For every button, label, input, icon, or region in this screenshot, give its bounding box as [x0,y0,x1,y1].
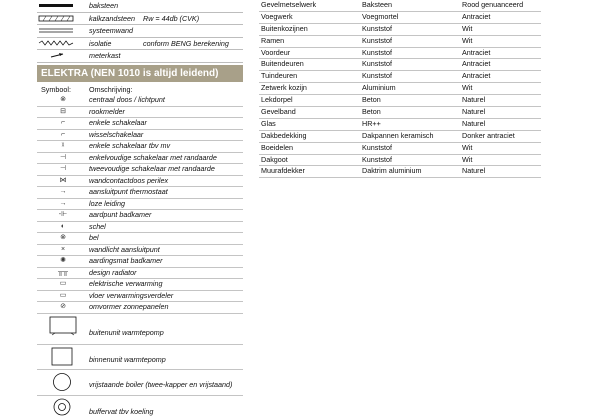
legend-label: centraal doos / lichtpunt [89,95,165,104]
legend-label: buitenunit warmtepomp [89,327,164,337]
color-cell: Naturel [462,118,486,128]
legend-label: aardingsmat badkamer [89,256,163,265]
legend-label: enkele schakelaar [89,118,147,127]
color-cell: Antraciet [462,11,491,21]
legend-row [37,268,243,280]
elektra-legend [37,84,243,420]
legend-label: vrijstaande boiler (twee-kapper en vrijstaand) [89,379,233,389]
legend-label: buffervat tbv koeling [89,406,154,416]
material-cell: Beton [362,107,381,117]
legend-label: elektrische verwarming [89,279,163,288]
legend-row [37,222,243,234]
legend-row [37,199,243,211]
legend-row [37,107,243,119]
table-row [259,36,541,48]
material-cell: Dakpannen keramisch [362,130,434,140]
table-row [259,24,541,36]
legend-row [37,279,243,291]
symbol-column-header: Symbool: [41,85,71,94]
color-cell: Antraciet [462,47,491,57]
element-cell: Voegwerk [261,11,293,21]
element-cell: Buitenkozijnen [261,23,308,33]
color-cell: Naturel [462,107,486,117]
legend-row-baksteen [37,0,243,13]
element-cell: Buitendeuren [261,59,304,69]
color-cell: Naturel [462,95,486,105]
legend-symbol-icon: ╥╥ [58,268,68,276]
legend-row [37,245,243,257]
element-cell: Zetwerk kozijn [261,83,307,93]
legend-row [37,130,243,142]
color-cell: Wit [462,142,473,152]
element-cell: Gevelmetselwerk [261,0,317,9]
table-row [259,131,541,143]
legend-symbol-icon: ᵡ [61,142,65,149]
meter-arrow-icon [37,50,77,61]
legend-symbol-icon: ⊟ [60,107,66,115]
boiler-circle-icon [52,372,72,392]
material-cell: Baksteen [362,0,392,9]
legend-row [37,118,243,130]
elektra-header [37,84,243,95]
legend-symbol-icon: × [60,245,66,253]
double-line-icon [37,25,77,36]
legend-row [37,302,243,314]
legend-label: enkele schakelaar tbv mv [89,141,171,150]
element-cell: Gevelband [261,107,296,117]
thick-wall-line-icon [37,0,77,11]
legend-symbol-icon: ⊗ [60,234,66,241]
color-cell: Naturel [462,166,486,176]
material-cell: Daktrim aluminium [362,166,422,176]
legend-label: bel [89,233,99,242]
table-row [259,166,541,178]
legend-symbol-icon: ⌐ [60,130,66,138]
table-row [259,107,541,119]
legend-label: wandlicht aansluitpunt [89,244,160,254]
legend-row [37,210,243,222]
table-row [259,0,541,12]
legend-label: baksteen [89,1,119,10]
legend-symbol-icon: ⋈ [59,176,67,184]
legend-symbol-icon: -⊩ [58,211,68,218]
material-cell: Beton [362,95,381,105]
legend-note: conform BENG berekening [143,38,229,48]
legend-label: schel [89,221,106,231]
table-row [259,119,541,131]
legend-row-kalkzandsteen [37,13,243,26]
legend-label: aardpunt badkamer [89,210,152,219]
table-row [259,83,541,95]
legend-label: kalkzandsteen [89,13,135,23]
table-row [259,155,541,167]
material-cell: HR++ [362,118,381,128]
legend-label: isolatie [89,38,112,48]
hatched-wall-line-icon [37,13,77,24]
legend-label: enkelvoudige schakelaar met randaarde [89,152,217,162]
legend-row-meterkast [37,50,243,63]
materials-table [259,0,541,178]
indoor-unit-icon [51,347,73,367]
legend-symbol-icon: → [59,188,67,195]
legend-row [37,95,243,107]
table-row [259,95,541,107]
legend-symbol-icon: ✺ [60,257,66,264]
table-row [259,143,541,155]
color-cell: Wit [462,35,473,45]
element-cell: Ramen [261,35,285,45]
legend-row-systeemwand [37,25,243,38]
legend-label: design radiator [89,267,137,277]
legend-symbol-icon: ⊘ [60,303,66,310]
legend-symbol-icon: ▭ [59,280,67,287]
material-cell: Kunststof [362,71,392,81]
material-cell: Kunststof [362,59,392,69]
legend-label: loze leiding [89,198,125,208]
element-cell: Lekdorpel [261,95,293,105]
legend-row [37,141,243,153]
legend-label: wisselschakelaar [89,129,144,139]
element-cell: Voordeur [261,47,291,57]
element-cell: Dakgoot [261,154,288,164]
elektra-title: ELEKTRA (NEN 1010 is altijd leidend) [37,65,243,82]
color-cell: Wit [462,83,473,93]
legend-label: binnenunit warmtepomp [89,354,166,364]
color-cell: Rood genuanceerd [462,0,524,9]
legend-row-binnenunit [37,345,243,370]
legend-row-isolatie [37,38,243,51]
material-cell: Kunststof [362,154,392,164]
table-row [259,12,541,24]
legend-row [37,187,243,199]
material-cell: Kunststof [362,47,392,57]
legend-label: vloer verwarmingsverdeler [89,290,174,300]
material-cell: Aluminium [362,83,396,93]
table-row [259,48,541,60]
table-row [259,59,541,71]
table-row [259,71,541,83]
outdoor-unit-icon [49,316,77,336]
legend-row-buitenunit [37,314,243,345]
material-cell: Voegmortel [362,11,399,21]
legend-row [37,164,243,176]
legend-symbol-icon: ⊗ [60,96,66,103]
legend-row [37,256,243,268]
color-cell: Donker antraciet [462,130,515,140]
legend-symbol-icon: → [59,199,67,207]
color-cell: Wit [462,154,473,164]
color-cell: Antraciet [462,59,491,69]
element-cell: Tuindeuren [261,71,298,81]
material-cell: Kunststof [362,35,392,45]
element-cell: Dakbedekking [261,130,307,140]
color-cell: Wit [462,23,473,33]
legend-label: wandcontactdoos perilex [89,175,169,185]
material-cell: Kunststof [362,23,392,33]
legend-row [37,291,243,303]
element-cell: Boeidelen [261,142,293,152]
legend-symbol-icon: ◐ [60,222,66,230]
legend-row [37,153,243,165]
legend-symbol-icon: ▭ [59,291,67,299]
legend-symbol-icon: ⌐ [60,119,66,126]
element-cell: Glas [261,118,276,128]
legend-label: tweevoudige schakelaar met randaarde [89,164,215,173]
color-cell: Antraciet [462,71,491,81]
legend-label: meterkast [89,51,121,60]
material-cell: Kunststof [362,142,392,152]
zigzag-line-icon [37,38,77,49]
wall-legend [37,0,243,63]
description-column-header: Omschrijving: [89,85,133,94]
legend-symbol-icon: ⊣ [59,165,67,172]
legend-row [37,176,243,188]
legend-label: rookmelder [89,106,125,116]
legend-label: systeemwand [89,26,133,35]
legend-note: Rw = 44db (CVK) [143,13,200,23]
legend-symbol-icon: ⊣ [59,153,67,161]
legend-label: aansluitpunt thermostaat [89,187,168,196]
legend-row-boiler [37,370,243,396]
legend-row [37,233,243,245]
legend-label: omvormer zonnepanelen [89,302,169,311]
legend-row-buffervat [37,396,243,420]
element-cell: Muurafdekker [261,166,305,176]
